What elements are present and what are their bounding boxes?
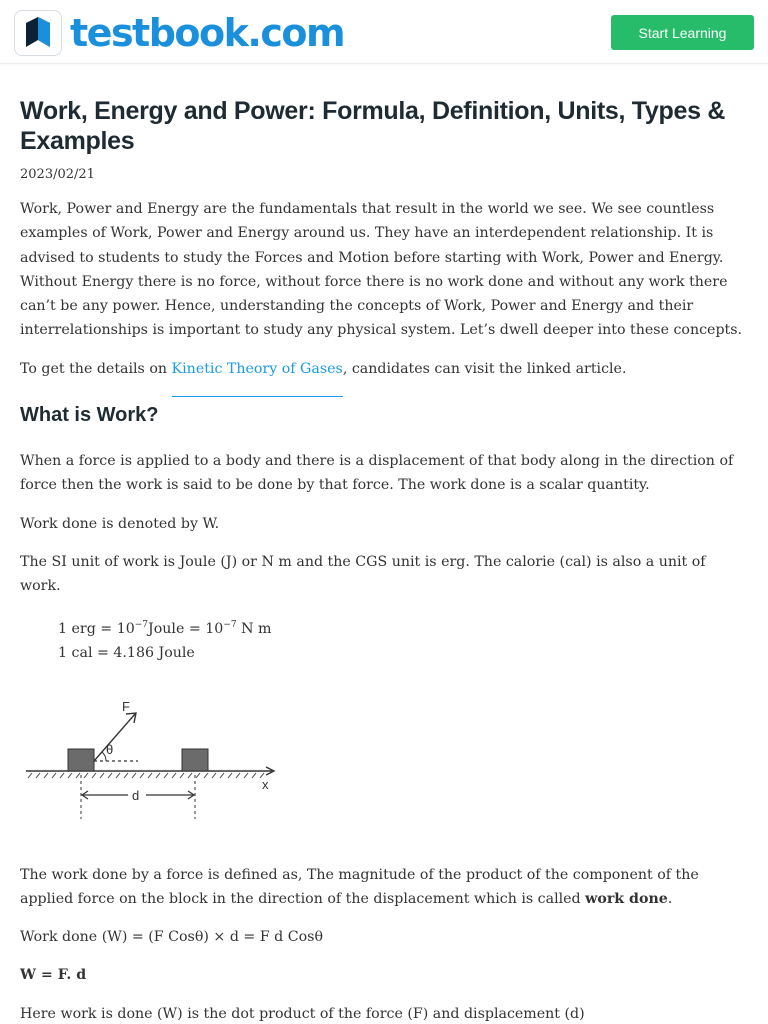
logo-text: testbook.com bbox=[70, 11, 345, 55]
link-suffix: , candidates can visit the linked article. bbox=[342, 360, 627, 377]
erg-formula-part1: 1 erg = 10 bbox=[58, 620, 135, 637]
erg-formula bbox=[58, 613, 750, 641]
erg-formula-part3: N m bbox=[236, 620, 272, 637]
work-definition: When a force is applied to a body and there is a displacement of that body along in the direction of force then the work is said to be done by that force. The work done is a scalar quantity. bbox=[20, 453, 734, 494]
link-prefix: To get the details on bbox=[20, 360, 172, 377]
block-end bbox=[182, 749, 208, 771]
work-diagram bbox=[22, 689, 282, 829]
erg-formula-part2: Joule = 10 bbox=[148, 620, 224, 637]
displacement-label: d bbox=[132, 787, 140, 803]
site-logo[interactable] bbox=[14, 10, 344, 56]
angle-label: θ bbox=[106, 741, 114, 757]
ground-hatching bbox=[28, 773, 264, 778]
work-formula: Work done (W) = (F Cosθ) × d = F d Cosθ bbox=[20, 929, 323, 946]
work-magnitude-paragraph bbox=[20, 863, 750, 912]
unit-conversion-formulas bbox=[20, 613, 750, 665]
work-done-term: work done bbox=[585, 890, 668, 907]
start-learning-button[interactable]: Start Learning bbox=[611, 15, 754, 50]
force-label: F bbox=[122, 698, 130, 714]
site-header bbox=[0, 0, 768, 64]
work-diagram-svg bbox=[22, 689, 282, 829]
erg-exponent-1: −7 bbox=[134, 619, 149, 630]
cal-formula: 1 cal = 4.186 Joule bbox=[58, 644, 195, 661]
work-units-text: The SI unit of work is Joule (J) or N m and the CGS unit is erg. The calorie (cal) is also a unit of work. bbox=[20, 553, 706, 595]
axis-label: x bbox=[262, 776, 269, 792]
related-link-paragraph bbox=[20, 357, 750, 381]
work-vector-formula: W = F. d bbox=[20, 967, 87, 984]
dot-product-text: Here work is done (W) is the dot product of the force (F) and displacement (d) bbox=[20, 1005, 585, 1022]
article bbox=[20, 96, 750, 1024]
work-symbol-text: Work done is denoted by W. bbox=[20, 515, 220, 532]
block-start bbox=[68, 749, 94, 771]
page-title: Work, Energy and Power: Formula, Definition, Units, Types & Examples bbox=[20, 97, 726, 155]
section-heading-work: What is Work? bbox=[20, 404, 159, 427]
intro-paragraph: Work, Power and Energy are the fundamentals that result in the world we see. We see countless examples of Work, Power and Energy around us. They have an interdependent relationship. It is advised to students to study the Forces and Motion before starting with Work, Power and Energy. Without Energy there is no force, without force there is no work done and without any work there can’t be any power. Hence, understanding the concepts of Work, Power and Energy and their interrelationships is important to study any physical system. Let’s dwell deeper into these concepts. bbox=[20, 201, 743, 339]
work-magnitude-suffix: . bbox=[667, 890, 673, 907]
kinetic-theory-link[interactable]: Kinetic Theory of Gases bbox=[172, 361, 343, 397]
force-vector bbox=[94, 714, 135, 761]
work-magnitude-text: The work done by a force is defined as, The magnitude of the product of the component of the applied force on the block in the direction of the displacement which is called bbox=[20, 866, 699, 907]
publish-date: 2023/02/21 bbox=[20, 167, 95, 182]
logo-icon bbox=[14, 10, 62, 56]
erg-exponent-2: −7 bbox=[223, 619, 237, 630]
